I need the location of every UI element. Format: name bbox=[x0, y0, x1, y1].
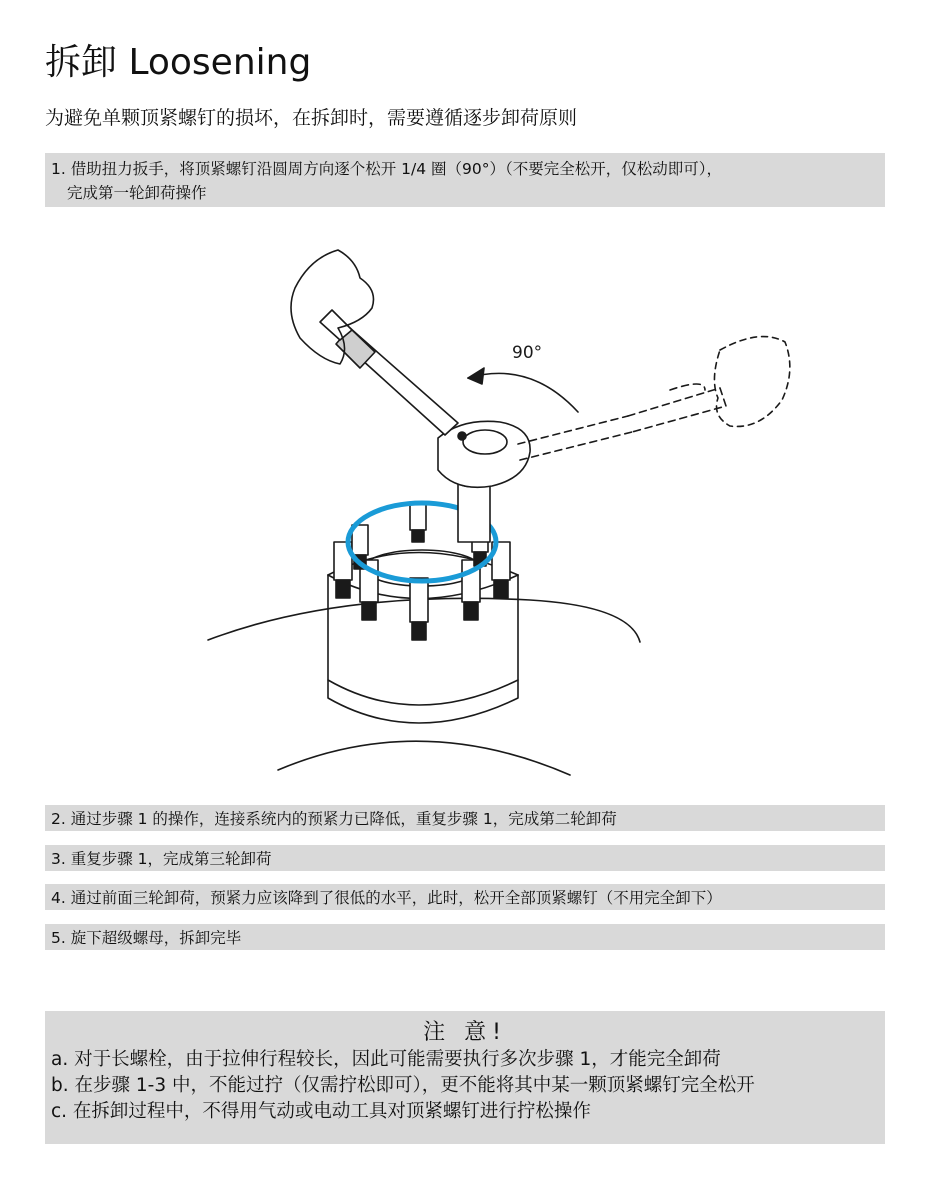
step-1-line-2: 完成第一轮卸荷操作 bbox=[67, 184, 207, 202]
step-5: 5. 旋下超级螺母，拆卸完毕 bbox=[45, 924, 885, 950]
shaft-arc-bottom bbox=[278, 741, 570, 775]
notice-title: 注 意! bbox=[423, 1020, 507, 1045]
torque-wrench-illustration bbox=[200, 230, 800, 790]
step-1 bbox=[45, 153, 885, 207]
notice-box bbox=[45, 1011, 885, 1144]
notice-item-a: a. 对于长螺栓，由于拉伸行程较长，因此可能需要执行多次步骤 1，才能完全卸荷 bbox=[51, 1049, 721, 1070]
jackbolt-3 bbox=[410, 578, 428, 640]
page-subtitle: 为避免单颗顶紧螺钉的损坏，在拆卸时，需要遵循逐步卸荷原则 bbox=[45, 107, 578, 129]
step-2: 2. 通过步骤 1 的操作，连接系统内的预紧力已降低，重复步骤 1，完成第二轮卸荷 bbox=[45, 805, 885, 831]
rotation-arrow bbox=[468, 373, 578, 412]
step-1-line-1: 1. 借助扭力扳手，将顶紧螺钉沿圆周方向逐个松开 1/4 圈（90°）（不要完全松开，仅松动即可）， bbox=[51, 160, 722, 178]
step-3: 3. 重复步骤 1，完成第三轮卸荷 bbox=[45, 845, 885, 871]
wrench-handle-dashed bbox=[518, 384, 726, 460]
jackbolt-7 bbox=[410, 502, 426, 542]
page-title: 拆卸 Loosening bbox=[45, 42, 312, 83]
wrench-head bbox=[438, 421, 530, 487]
wrench-handle-solid bbox=[320, 310, 458, 435]
step-4: 4. 通过前面三轮卸荷，预紧力应该降到了很低的水平，此时，松开全部顶紧螺钉（不用完全卸下） bbox=[45, 884, 885, 910]
notice-item-b: b. 在步骤 1-3 中，不能过拧（仅需拧松即可），更不能将其中某一颗顶紧螺钉完全松开 bbox=[51, 1075, 755, 1096]
notice-item-c: c. 在拆卸过程中，不得用气动或电动工具对顶紧螺钉进行拧松操作 bbox=[51, 1101, 591, 1122]
right-hand bbox=[714, 337, 789, 427]
angle-label: 90° bbox=[512, 343, 543, 363]
rotation-arrowhead bbox=[468, 368, 484, 384]
